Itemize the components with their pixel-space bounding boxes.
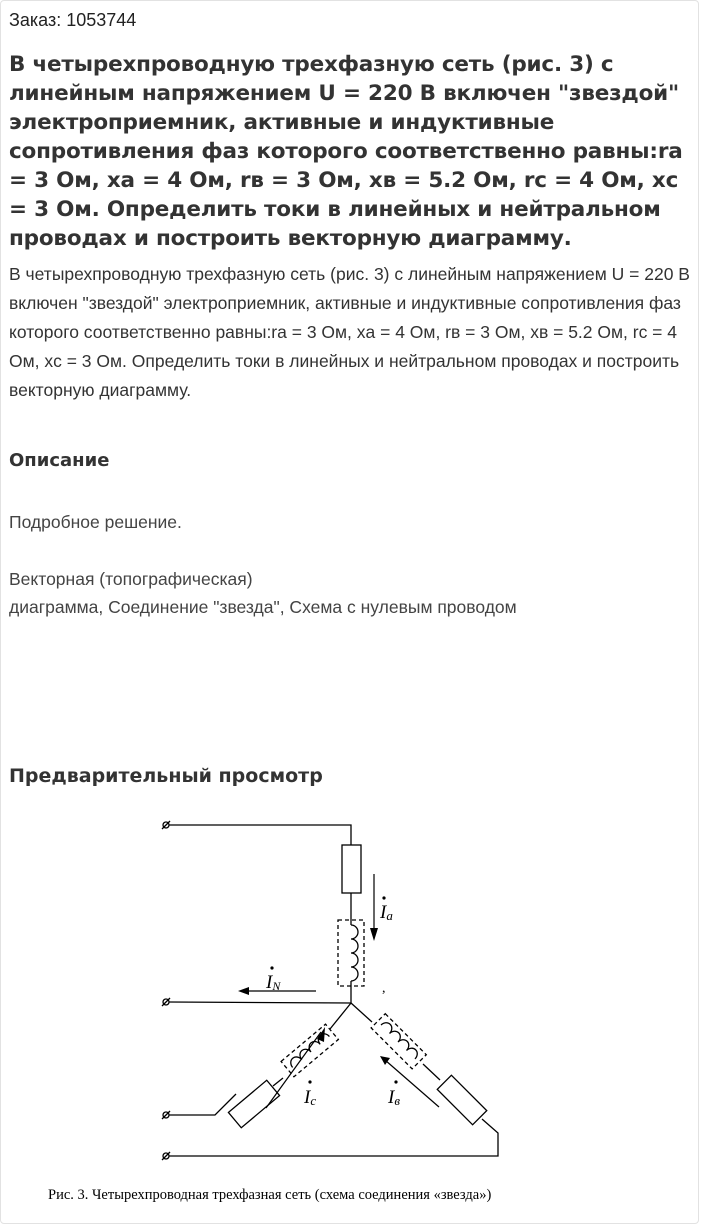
terminal-c: [162, 1111, 170, 1119]
label-ib: Iв: [388, 1087, 400, 1108]
label-ia: Ia: [380, 902, 393, 923]
description-line: Векторная (топографическая): [9, 569, 253, 589]
figure-caption: Рис. 3. Четырехпроводная трехфазная сеть (схема соединения «звезда»): [48, 1187, 492, 1203]
order-number: Заказ: 1053744: [9, 10, 137, 30]
description-heading: Описание: [9, 450, 110, 471]
inductor-a: [351, 925, 358, 981]
resistor-c: [228, 1080, 279, 1127]
circuit-diagram: [0, 800, 701, 1220]
phase-b-branch: [169, 1003, 498, 1156]
svg-text:,: ,: [382, 981, 386, 996]
terminal-a: [162, 821, 170, 829]
description-line: диаграмма, Соединение "звезда", Схема с нулевым проводом: [9, 597, 517, 617]
inductor-b: [381, 1020, 420, 1059]
task-text: В четырехпроводную трехфазную сеть (рис. 3) с линейным напряжением U = 220 В включен "звездой" электроприемник, активные и индуктивные сопротивления фаз которого соответственно равны:ra = 3 Ом, xa = 4 Ом, rв = 3 Ом, xв = 5.2 Ом, rc = 4 Ом, xc = 3 Ом. Определить токи в линейных и нейтральном проводах и построить векторную диаграмму.: [9, 264, 690, 400]
label-in: IN: [266, 972, 281, 993]
neutral-wire: [169, 1002, 351, 1003]
terminal-n: [162, 998, 170, 1006]
terminal-b: [162, 1152, 170, 1160]
phase-c-branch: [169, 1003, 351, 1128]
task-title: В четырехпроводную трехфазную сеть (рис. 3) с линейным напряжением U = 220 В включен "звездой" электроприемник, активные и индуктивные сопротивления фаз которого соответственно равны:ra = 3 Ом, xa = 4 Ом, rв = 3 Ом, xв = 5.2 Ом, rc = 4 Ом, xc = 3 Ом. Определить токи в линейных и нейтральном проводах и построить векторную диаграмму.: [9, 52, 683, 251]
description-line: Подробное решение.: [9, 512, 182, 532]
resistor-a: [342, 845, 361, 893]
preview-heading: Предварительный просмотр: [9, 765, 323, 787]
resistor-b: [437, 1075, 486, 1124]
label-ic: Ic: [304, 1087, 317, 1108]
